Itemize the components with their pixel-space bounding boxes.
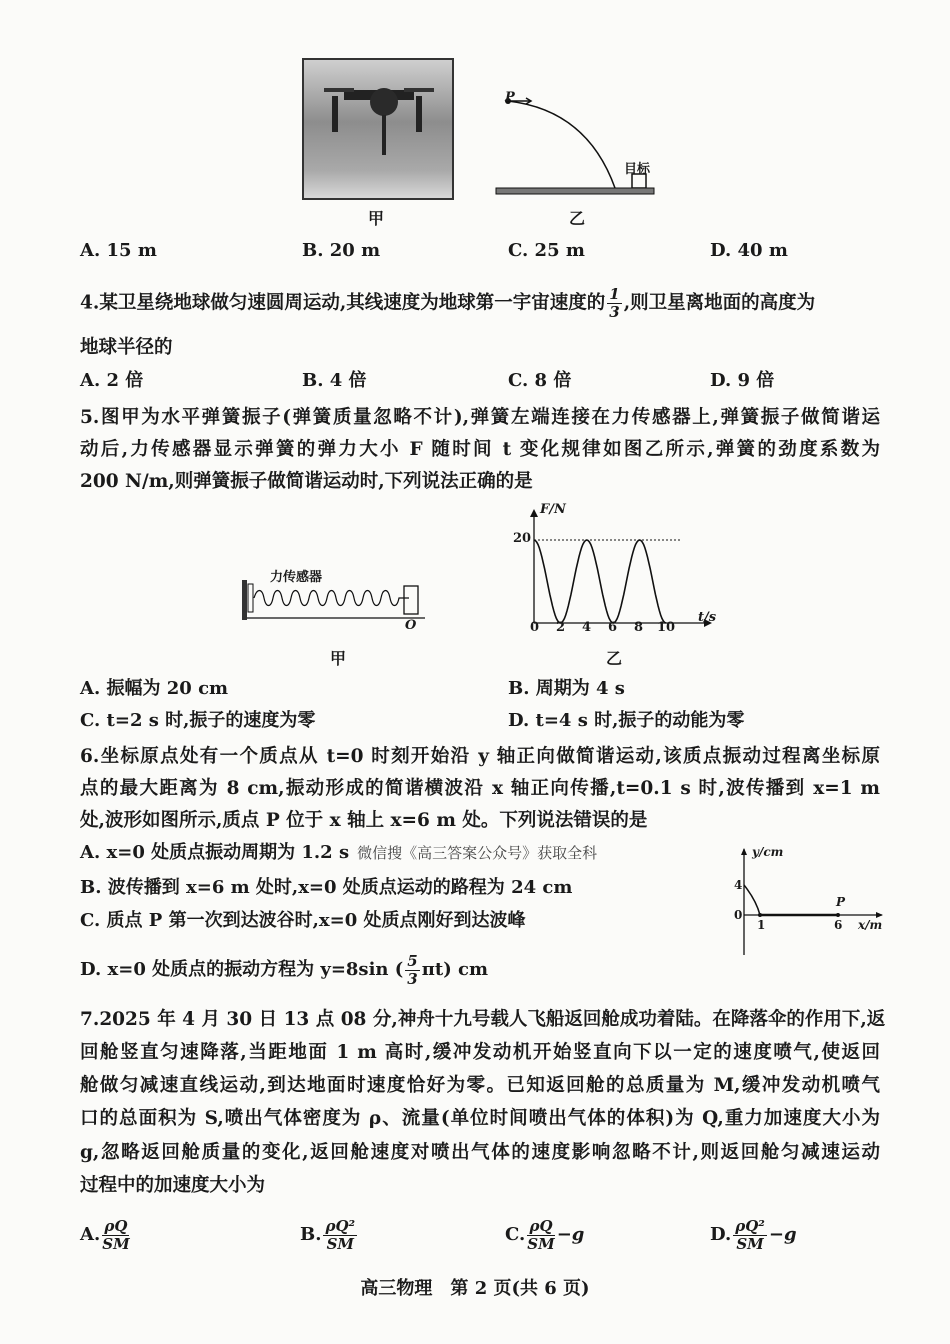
numerator: ρQ xyxy=(529,1216,553,1235)
option-b: B. 周期为 4 s xyxy=(508,678,625,699)
question-5-line: 动后,力传感器显示弹簧的弹力大小 F 随时间 t 变化规律如图乙所示,弹簧的劲度系数为 xyxy=(80,439,880,460)
option-d xyxy=(80,950,488,990)
option-d: D. 40 m xyxy=(710,240,788,261)
numerator: 5 xyxy=(407,951,418,970)
denominator: SM xyxy=(102,1234,130,1253)
option-tail: −g xyxy=(556,1224,585,1245)
option-d: D. 9 倍 xyxy=(710,370,775,391)
option-c: C. 8 倍 xyxy=(508,370,572,391)
x-tick: 6 xyxy=(608,620,618,635)
drone-photo xyxy=(302,58,454,200)
question-6-line: 处,波形如图所示,质点 P 位于 x 轴上 x=6 m 处。下列说法错误的是 xyxy=(80,810,648,831)
question-4-stem-line2: 地球半径的 xyxy=(80,337,173,358)
x-axis-label: x/m xyxy=(858,918,883,932)
fraction xyxy=(323,1218,357,1253)
question-7-line: 舱做匀减速直线运动,到达地面时速度恰好为零。已知返回舱的总质量为 M,缓冲发动机喷气 xyxy=(80,1075,880,1096)
spring-oscillator-diagram xyxy=(240,580,430,625)
origin-label: O xyxy=(405,618,417,633)
option-d xyxy=(710,1215,797,1255)
question-7-line: 口的总面积为 S,喷出气体密度为 ρ、流量(单位时间喷出气体的体积)为 Q,重力加速度大小为 xyxy=(80,1108,880,1129)
numerator: ρQ² xyxy=(325,1216,356,1235)
y-axis-label: y/cm xyxy=(752,845,784,859)
x-tick: 10 xyxy=(657,620,676,635)
numerator: ρQ² xyxy=(735,1216,765,1235)
denominator: SM xyxy=(527,1234,555,1253)
numerator: 1 xyxy=(609,285,620,303)
option-a-text: A. x=0 处质点振动周期为 1.2 s xyxy=(80,842,350,863)
drone-icon xyxy=(304,60,452,198)
denominator: 3 xyxy=(609,303,620,321)
force-curve xyxy=(534,540,666,623)
target-label: 目标 xyxy=(624,162,651,177)
question-7-line: 7.2025 年 4 月 30 日 13 点 08 分,神舟十九号载人飞船返回舱成功着陆。在降落伞的作用下,返 xyxy=(80,1009,886,1030)
option-c: C. t=2 s 时,振子的速度为零 xyxy=(80,710,316,731)
option-a xyxy=(80,840,597,866)
option-label: A. xyxy=(80,1224,101,1245)
fig-jia-caption: 甲 xyxy=(330,649,347,668)
denominator: SM xyxy=(736,1234,764,1253)
option-c: C. 质点 P 第一次到达波谷时,x=0 处质点刚好到达波峰 xyxy=(80,910,526,931)
option-b: B. 20 m xyxy=(302,240,381,261)
fig-yi-caption: 乙 xyxy=(569,209,586,228)
option-d-tail: πt) cm xyxy=(421,959,488,980)
x-tick: 8 xyxy=(634,620,644,635)
option-c: C. 25 m xyxy=(508,240,585,261)
question-6-line: 6.坐标原点处有一个质点从 t=0 时刻开始沿 y 轴正向做简谐运动,该质点振动过程离坐标原 xyxy=(80,746,880,767)
option-b xyxy=(300,1215,359,1255)
y-tick-4: 4 xyxy=(734,878,743,892)
fig-jia-caption: 甲 xyxy=(368,209,385,228)
stem-text: 4.某卫星绕地球做匀速圆周运动,其线速度为地球第一宇宙速度的 xyxy=(80,292,606,314)
point-p-label: P xyxy=(836,895,846,909)
sensor-label: 力传感器 xyxy=(270,570,323,585)
denominator: 3 xyxy=(407,969,418,988)
question-5-line: 5.图甲为水平弹簧振子(弹簧质量忽略不计),弹簧左端连接在力传感器上,弹簧振子做简谐运 xyxy=(80,407,880,428)
question-7-line: g,忽略返回舱质量的变化,返回舱速度对喷出气体的速度影响忽略不计,则返回舱匀减速运动 xyxy=(80,1142,880,1163)
fraction xyxy=(102,1218,129,1253)
denominator: SM xyxy=(326,1234,355,1253)
question-4-stem xyxy=(80,286,880,321)
x-tick-6: 6 xyxy=(834,918,843,932)
force-time-graph xyxy=(500,505,730,635)
fraction xyxy=(607,286,621,321)
option-a: A. 振幅为 20 cm xyxy=(80,678,229,699)
numerator: ρQ xyxy=(104,1216,128,1235)
option-tail: −g xyxy=(768,1224,797,1245)
option-a xyxy=(80,1215,132,1255)
option-label: D. xyxy=(710,1224,732,1245)
x-axis-label: t/s xyxy=(698,610,717,625)
x-tick: 2 xyxy=(556,620,566,635)
x-tick: 4 xyxy=(582,620,592,635)
question-7-line: 回舱竖直匀速降落,当距地面 1 m 高时,缓冲发动机开始竖直向下以一定的速度喷气,使返回 xyxy=(80,1042,880,1063)
option-a: A. 15 m xyxy=(80,240,157,261)
page-footer: 高三物理 第 2 页(共 6 页) xyxy=(360,1278,590,1299)
fig-yi-caption: 乙 xyxy=(606,649,623,668)
projectile-diagram xyxy=(492,90,662,200)
option-a: A. 2 倍 xyxy=(80,370,144,391)
y-tick-0: 0 xyxy=(734,908,743,922)
question-7-line: 过程中的加速度大小为 xyxy=(80,1175,266,1196)
option-c xyxy=(505,1215,584,1255)
wave-graph xyxy=(730,845,890,960)
question-6-line: 点的最大距离为 8 cm,振动形成的简谐横波沿 x 轴正向传播,t=0.1 s 时,波传播到 x=1 m xyxy=(80,778,880,799)
watermark: 微信搜《高三答案公众号》获取全科 xyxy=(357,844,598,862)
option-label: B. xyxy=(300,1224,322,1245)
point-p-label: P xyxy=(505,90,515,105)
fraction xyxy=(527,1218,554,1253)
y-axis-label: F/N xyxy=(540,502,566,517)
stem-text: ,则卫星离地面的高度为 xyxy=(623,292,816,314)
option-b: B. 波传播到 x=6 m 处时,x=0 处质点运动的路程为 24 cm xyxy=(80,877,573,898)
question-5-line: 200 N/m,则弹簧振子做简谐运动时,下列说法正确的是 xyxy=(80,471,533,492)
fraction xyxy=(733,1218,767,1253)
option-b: B. 4 倍 xyxy=(302,370,367,391)
y-tick-20: 20 xyxy=(513,531,532,546)
fraction xyxy=(405,953,419,988)
option-d-text: D. x=0 处质点的振动方程为 y=8sin ( xyxy=(80,959,404,980)
option-label: C. xyxy=(505,1224,526,1245)
x-tick-1: 1 xyxy=(757,918,766,932)
option-d: D. t=4 s 时,振子的动能为零 xyxy=(508,710,745,731)
x-tick: 0 xyxy=(530,620,540,635)
